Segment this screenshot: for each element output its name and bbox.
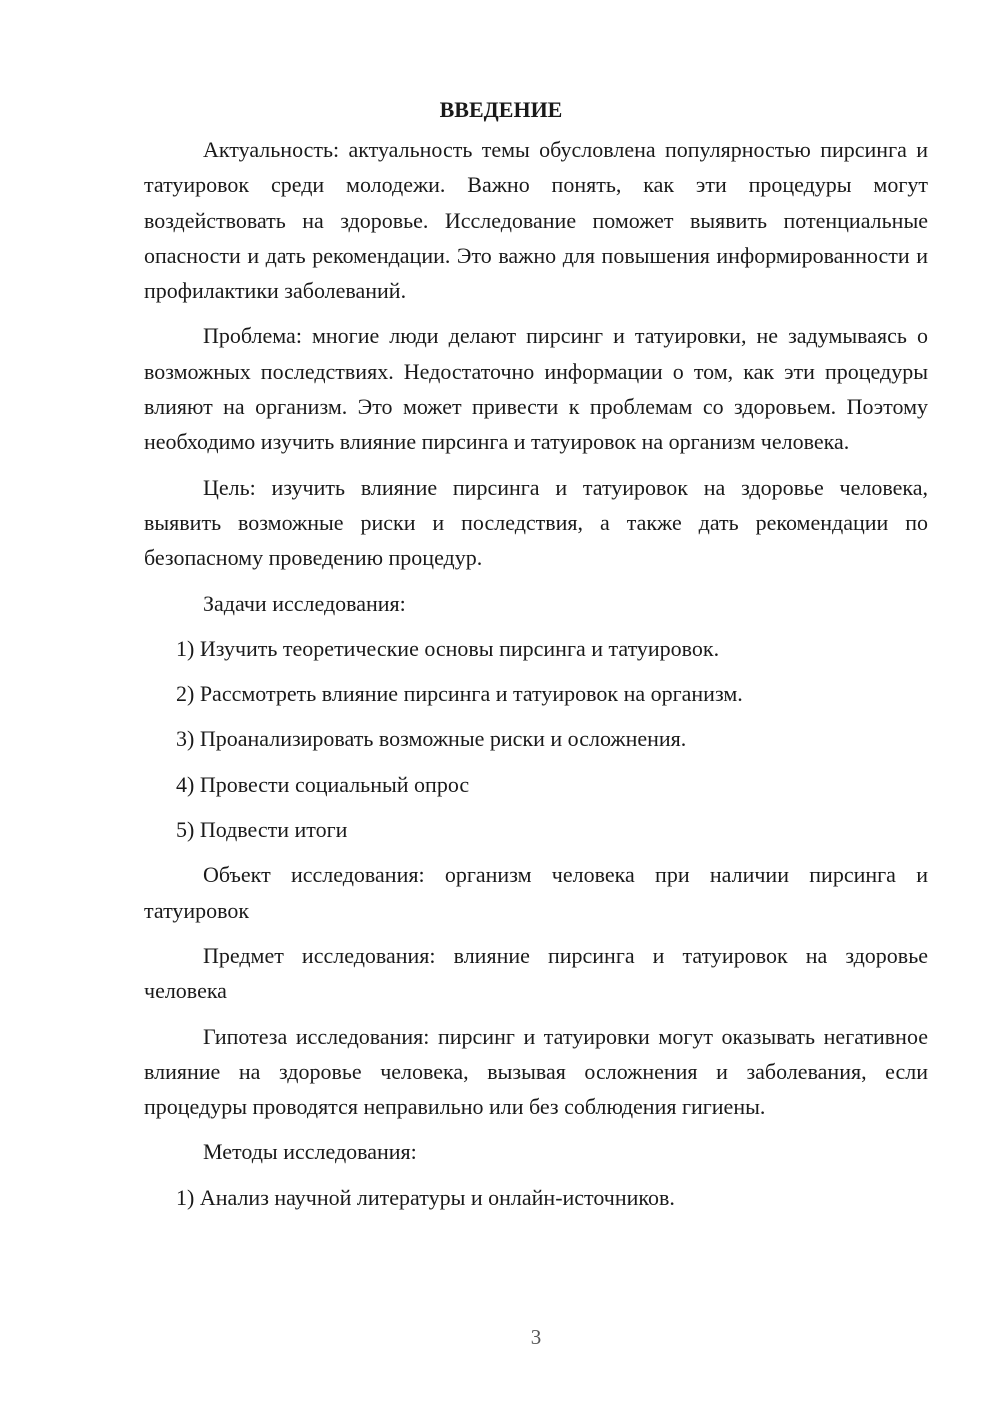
- method-item-1: 1) Анализ научной литературы и онлайн-источников.: [176, 1184, 675, 1210]
- task-item-2: 2) Рассмотреть влияние пирсинга и татуировок на организм.: [176, 681, 743, 707]
- paragraph-subject: Предмет исследования: влияние пирсинга и татуировок на здоровье человека: [144, 942, 928, 1004]
- paragraph-object: Объект исследования: организм человека при наличии пирсинга и татуировок: [144, 862, 928, 923]
- task-item-5: 5) Подвести итоги: [176, 817, 348, 843]
- paragraph-goal: Цель: изучить влияние пирсинга и татуировок на здоровье человека, выявить возможные риски и последствия, а также дать рекомендации по безопасному проведению процедур.: [144, 474, 928, 571]
- tasks-title: Задачи исследования:: [203, 590, 406, 616]
- task-item-1: 1) Изучить теоретические основы пирсинга и татуировок.: [176, 635, 720, 661]
- paragraph-problem: Проблема: многие люди делают пирсинг и татуировки, не задумываясь о возможных последствиях. Недостаточно информации о том, как эти процедуры влияют на организм. Это может привести к проблемам со здоровьем. Поэтому необходимо изучить влияние пирсинга и татуировок на организм человека.: [144, 323, 928, 455]
- task-item-4: 4) Провести социальный опрос: [176, 771, 470, 797]
- page-number: 3: [530, 1325, 542, 1349]
- paragraph-relevance: Актуальность: актуальность темы обусловлена популярностью пирсинга и татуировок среди молодежи. Важно понять, как эти процедуры могут воздействовать на здоровье. Исследование поможет выявить потенциальные опасности и дать рекомендации. Это важно для повышения информированности и профилактики заболеваний.: [144, 137, 928, 304]
- document-page: [144, 88, 928, 1215]
- paragraph-hypothesis: Гипотеза исследования: пирсинг и татуировки могут оказывать негативное влияние на здоровье человека, вызывая осложнения и заболевания, если процедуры проводятся неправильно или без соблюдения гигиены.: [144, 1023, 928, 1120]
- section-heading: ВВЕДЕНИЕ: [439, 97, 563, 122]
- methods-title: Методы исследования:: [203, 1139, 417, 1165]
- task-item-3: 3) Проанализировать возможные риски и осложнения.: [176, 726, 687, 752]
